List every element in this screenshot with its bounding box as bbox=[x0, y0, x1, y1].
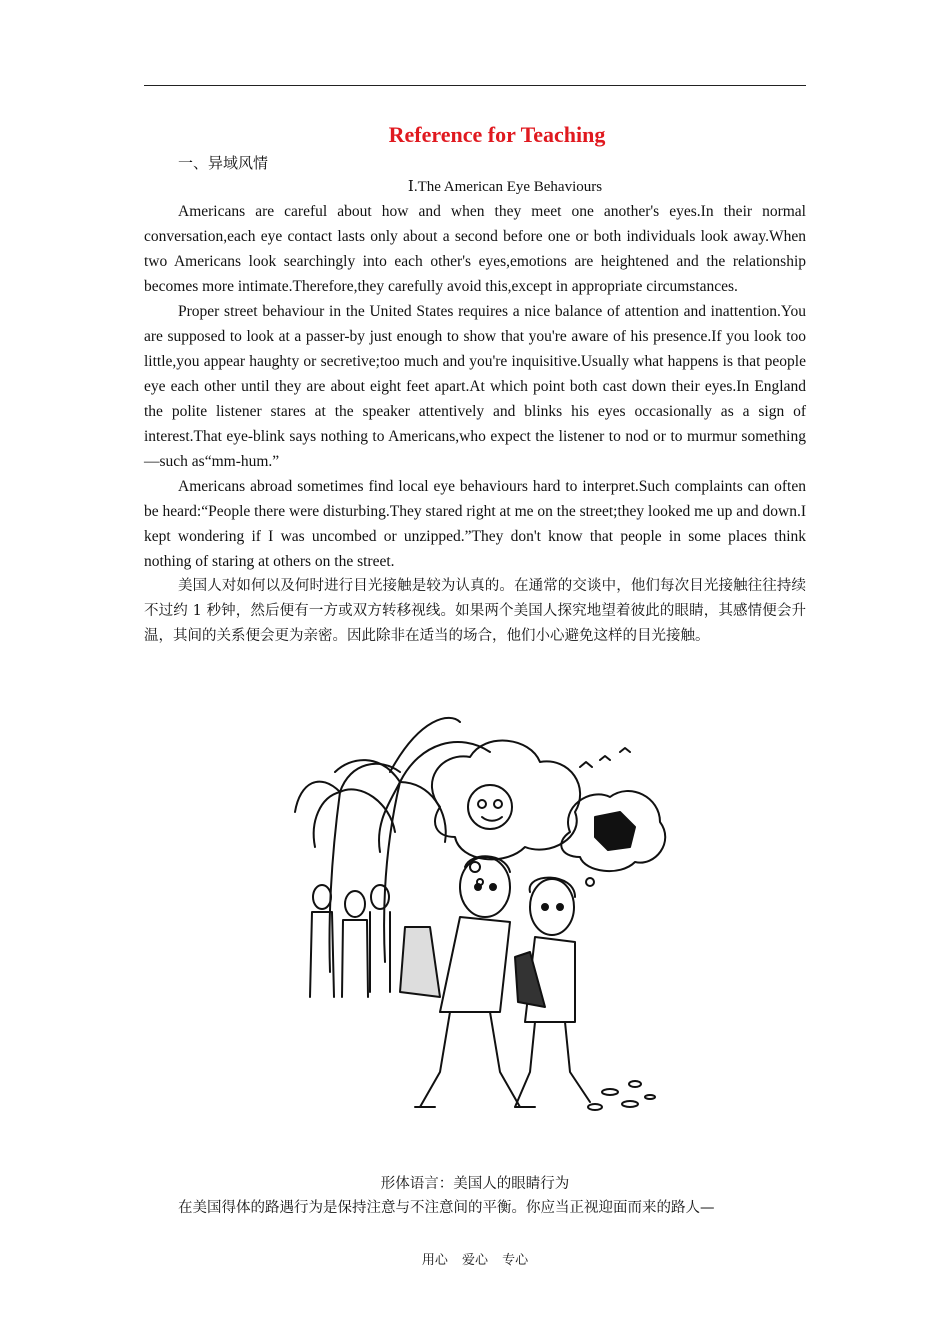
bystanders-icon bbox=[310, 885, 390, 997]
figure-caption: 形体语言：美国人的眼睛行为 bbox=[380, 1176, 570, 1192]
birds-icon bbox=[580, 748, 630, 767]
continuation-line: 在美国得体的路遇行为是保持注意与不注意间的平衡。你应当正视迎面而来的路人— bbox=[178, 1200, 715, 1216]
article-body bbox=[144, 199, 806, 649]
paragraph-1: Americans are careful about how and when they meet one another's eyes.In their normal conversation,each eye contact lasts only about a second before one or both individuals look away.When two Americans look searchingly into each other's eyes,emotions are heightened and the relationship becomes more intimate.Therefore,they carefully avoid this,except in appropriate circumstances. bbox=[144, 203, 806, 295]
paragraph-3: Americans abroad sometimes find local eye behaviours hard to interpret.Such complaints can often be heard:“People there were disturbing.They stared right at me on the street;they looked me up and down.I kept wondering if I was uncombed or unzipped.”They don't know that people in some places think nothing of staring at others on the street. bbox=[144, 478, 806, 570]
cartoon-illustration bbox=[290, 712, 680, 1132]
article-subtitle: Ⅰ.The American Eye Behaviours bbox=[407, 179, 603, 195]
header-rule bbox=[144, 85, 806, 86]
ground-pebbles-icon bbox=[588, 1081, 655, 1110]
paragraph-2: Proper street behaviour in the United States requires a nice balance of attention and inattention.You are supposed to look at a passer-by just enough to show that you're aware of his presence.If you look too little,you appear haughty or secretive;too much and you're inquisitive.Usually what happens is that people eye each other until they are about eight feet apart.At which point both cast down their eyes.In England the polite listener stares at the speaker attentively and blinks his eyes occasionally as a sign of interest.That eye-blink says nothing to Americans,who expect the listener to nod or to murmur something—such as“mm-hum.” bbox=[144, 303, 806, 470]
hiker-left-icon bbox=[400, 856, 535, 1107]
section-heading: 一、异域风情 bbox=[178, 156, 269, 172]
page-footer: 用心 爱心 专心 bbox=[421, 1253, 529, 1268]
hiker-right-icon bbox=[515, 878, 590, 1107]
thought-bubble-map-icon bbox=[561, 791, 665, 886]
page-title: Reference for Teaching bbox=[388, 122, 606, 147]
chinese-paragraph: 美国人对如何以及何时进行目光接触是较为认真的。在通常的交谈中，他们每次目光接触往往持续不过约 1 秒钟，然后便有一方或双方转移视线。如果两个美国人探究地望着彼此的眼睛，其感情便会升温，其间的关系便会更为亲密。因此除非在适当的场合，他们小心避免这样的目光接触。 bbox=[144, 578, 806, 644]
